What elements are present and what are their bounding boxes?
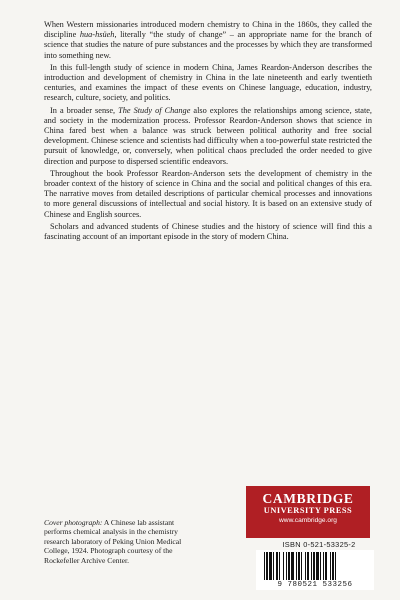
- blurb-paragraph-4: Throughout the book Professor Reardon-Anderson sets the development of chemistry in the broader context of the history of science in China and the social and political changes of this era. The narrative moves from detailed descriptions of particular chemical processes and innovations to more general discussions of intellectual and social history. It is based on an extensive study of Chinese and English sources.: [44, 168, 372, 219]
- blurb-text: , literally “the study of change” – an appropriate name for the branch of science that studies the nature of pure substances and the processes by which they are transformed into something new.: [44, 30, 372, 60]
- publisher-logo: [246, 486, 370, 538]
- blurb-text: also explores the relationships among science, state, and society in the modernization process. Professor Reardon-Anderson shows that science in China fared best when a balance was struck between political authority and free social development. Chinese science and scientists had difficulty when a too-powerful state restricted the pursuit of knowledge, or, conversely, when political chaos precluded the order needed to give direction and purpose to dispersed scientific endeavors.: [44, 105, 372, 166]
- chinese-term: hua-hsüeh: [79, 30, 115, 40]
- publisher-url: www.cambridge.org: [279, 517, 337, 524]
- blurb-paragraph-3: [44, 106, 372, 167]
- barcode-bars: [256, 550, 374, 582]
- blurb-paragraph-1: [44, 20, 372, 61]
- barcode-digits: 9 780521 533256: [256, 581, 374, 590]
- cover-credit-label: Cover photograph:: [44, 518, 103, 527]
- blurb-paragraph-5: Scholars and advanced students of Chinese studies and the history of science will find this a fascinating account of an important episode in the story of modern China.: [44, 221, 372, 242]
- blurb-paragraph-2: In this full-length study of science in modern China, James Reardon-Anderson describes the introduction and development of chemistry in China in the late nineteenth and early twentieth centuries, and examines the impact of these events on Chinese language, education, industry, research, culture, society, and politics.: [44, 62, 372, 103]
- book-title: The Study of Change: [118, 105, 191, 115]
- publisher-name: CAMBRIDGE: [262, 491, 354, 506]
- publisher-subtitle: UNIVERSITY PRESS: [263, 506, 353, 515]
- cover-credit-text: A Chinese lab assistant performs chemical analysis in the chemistry research laboratory of Peking Union Medical College, 1924. Photograph courtesy of the Rockefeller Archive Center.: [44, 518, 182, 565]
- cover-photo-credit: [44, 518, 202, 565]
- back-cover-blurb: [44, 20, 372, 244]
- blurb-text: When Western missionaries introduced modern chemistry to China in the 1860s, they called the discipline: [44, 20, 372, 40]
- isbn-label: ISBN 0-521-53325-2: [282, 540, 356, 549]
- blurb-text: In a broader sense,: [50, 105, 119, 115]
